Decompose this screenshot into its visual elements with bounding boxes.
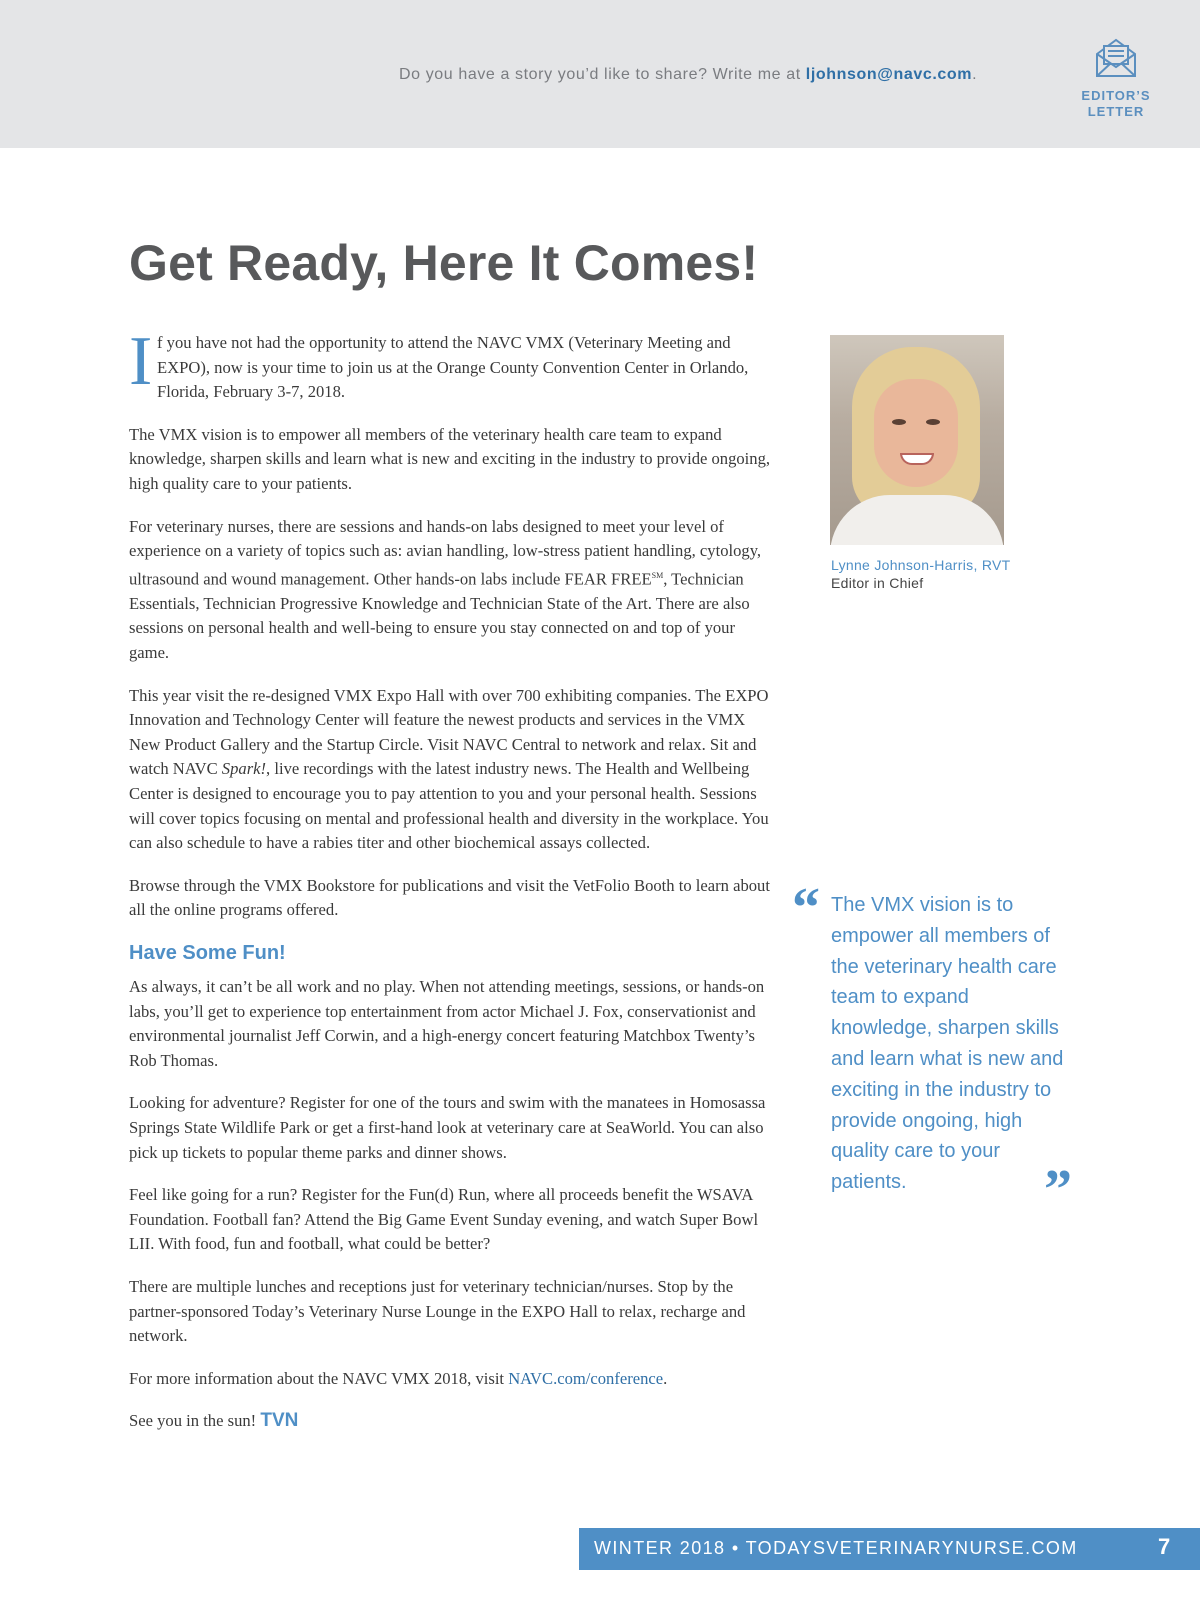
article-paragraph-8: Feel like going for a run? Register for the Fun(d) Run, where all proceeds benefit the WSAVA Foundation. Football fan? Attend the Big Game Event Sunday evening, and watch Super Bowl LII. With food, fun and football, what could be better? [129,1185,759,1254]
photo-caption-name: Lynne Johnson-Harris, RVT [831,557,1011,573]
paragraph-10-text-a: For more information about the NAVC VMX 2018, visit [129,1368,509,1388]
paragraph-4-text-b: , live recordings with the latest industry news. The Health and Wellbeing Center is designed to encourage you to pay attention to you and your personal health. Sessions will cover topics focusing on mental and professional health and diversity in the workplace. You can also schedule to have a rabies titer and other biochemical assays collected. [129,759,769,853]
header-prompt [399,66,977,84]
close-quote-mark: ” [1044,1159,1072,1221]
paragraph-1-text: f you have not had the opportunity to attend the NAVC VMX (Veterinary Meeting and EXPO), now is your time to join us at the Orange County Convention Center in Orlando, Florida, February 3-7, 2018. [157,333,749,402]
tvn-end-mark: TVN [260,1410,299,1432]
article-body [129,323,772,1452]
article-paragraph-2: The VMX vision is to empower all members of the veterinary health care team to expand knowledge, sharpen skills and learn what is new and exciting in the industry to provide ongoing, high quality care to your patients. [129,424,771,493]
photo-caption-role: Editor in Chief [831,575,924,591]
conference-link[interactable]: NAVC.com/conference [508,1368,664,1388]
footer-issue: WINTER 2018 • TODAYSVETERINARYNURSE.COM [594,1538,1078,1558]
paragraph-3-text-b: , Technician Essentials, Technician Progressive Knowledge and Technician State of the Art. There are also sessions on personal health and well-being to ensure you stay connected on and top of your game. [129,569,750,663]
open-quote-mark: “ [792,877,820,939]
paragraph-4-text-a: This year visit the re-designed VMX Expo Hall with over 700 exhibiting companies. The EXPO Innovation and Technology Center will feature the newest products and services in the VMX New Product Gallery and the Startup Circle. Visit NAVC Central to network and relax. Sit and watch NAVC [129,685,769,779]
photo-face [874,379,958,487]
article-paragraph-9: There are multiple lunches and receptions just for veterinary technician/nurses. Stop by the partner-sponsored Today’s Veterinary Nurse Lounge in the EXPO Hall to relax, recharge and network. [129,1276,746,1346]
subheading: Have Some Fun! [129,942,286,964]
header-prompt-end: . [972,66,978,83]
header-prompt-text: Do you have a story you’d like to share? Write me at [399,66,806,83]
header-email-link[interactable]: ljohnson@navc.com [805,66,973,83]
article-paragraph-1 [129,323,772,405]
article-paragraph-5: Browse through the VMX Bookstore for publications and visit the VetFolio Booth to learn about all the online programs offered. [129,875,770,920]
paragraph-3-text-a: For veterinary nurses, there are sessions and hands-on labs designed to meet your level of experience on a variety of topics such as: avian handling, low-stress patient handling, cytology, ultrasound and wound management. Other hands-on labs include FEAR FREE [129,516,762,589]
page-number: 7 [1158,1534,1171,1559]
page-title: Get Ready, Here It Comes! [129,235,759,291]
article-paragraph-10 [129,1367,772,1392]
drop-cap: I [129,323,153,400]
photo-eye-left [892,419,906,425]
closing-line [129,1409,772,1434]
article-paragraph-7: Looking for adventure? Register for one of the tours and swim with the manatees in Homosassa Springs State Wildlife Park or get a first-hand look at veterinary care at SeaWorld. You can also pick up tickets to popular theme parks and dinner shows. [129,1093,766,1162]
section-label: EDITOR’S LETTER [1081,88,1151,119]
article-paragraph-6: As always, it can’t be all work and no play. When not attending meetings, sessions, or hands-on labs, you’ll get to experience top entertainment from actor Michael J. Fox, conservationist and environmental journalist Jeff Corwin, and a high-energy concert featuring Matchbox Twenty’s Rob Thomas. [129,977,765,1070]
editor-photo [830,335,1004,545]
envelope-icon [1093,36,1139,80]
service-mark: SM [651,570,664,580]
article-paragraph-3 [129,515,772,666]
photo-body [830,495,1004,545]
spark-title: Spark! [221,759,267,779]
article-paragraph-4 [129,684,772,856]
pull-quote: The VMX vision is to empower all members of the veterinary health care team to expand knowledge, sharpen skills and learn what is new and exciting in the industry to provide ongoing, high quality care to your patients. [831,894,1064,1194]
closing-text: See you in the sun! [129,1411,261,1431]
paragraph-10-text-b: . [663,1368,668,1388]
photo-eye-right [926,419,940,425]
